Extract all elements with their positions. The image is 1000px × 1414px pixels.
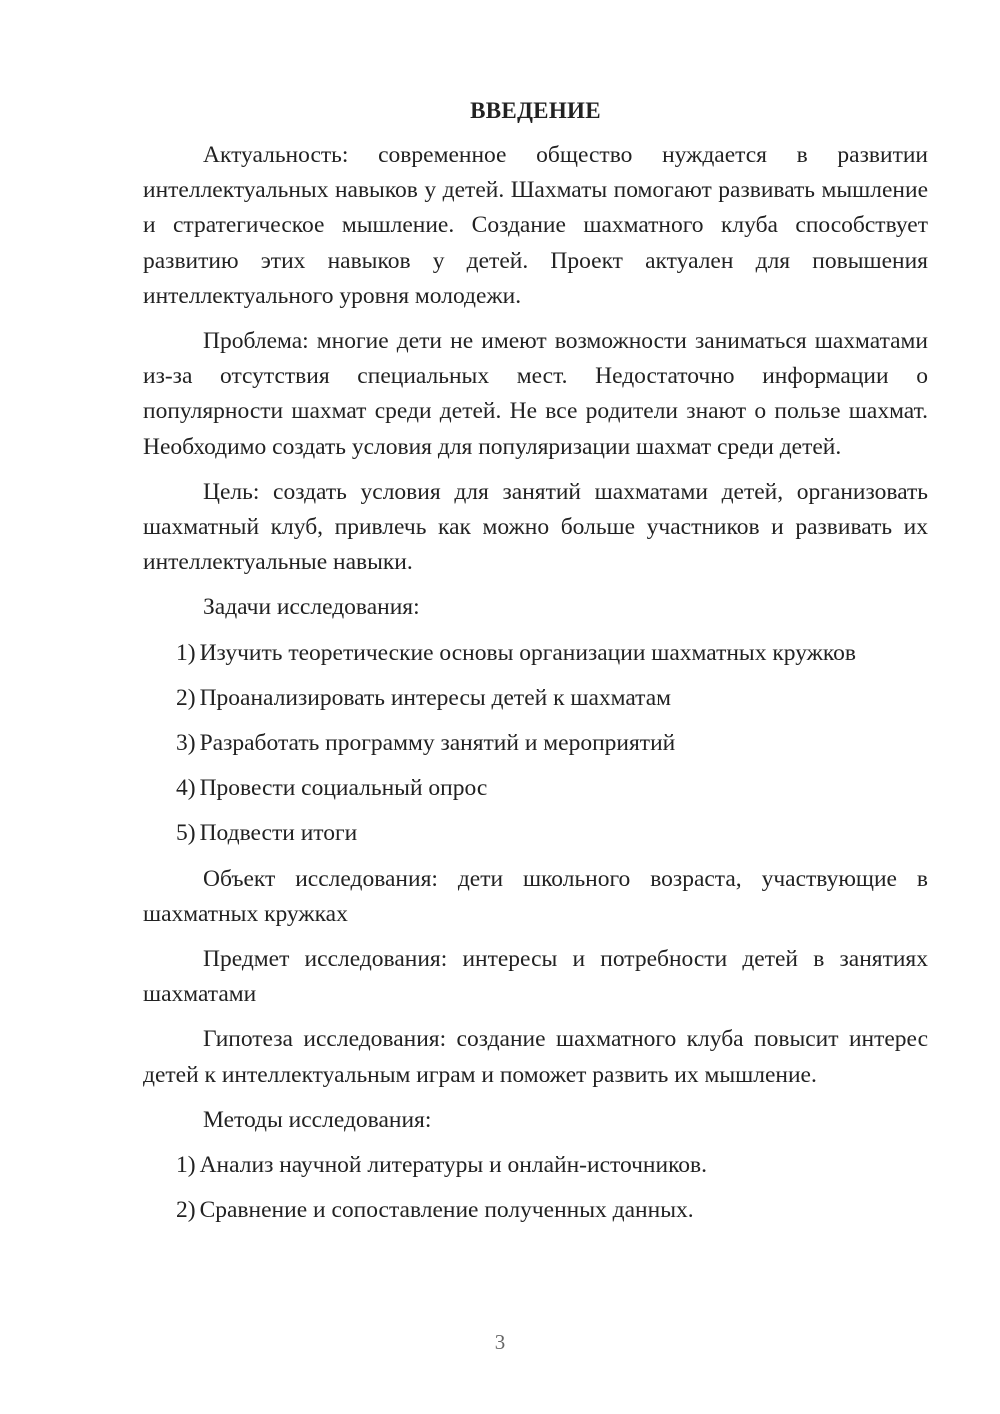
list-item [143, 816, 928, 851]
list-item-number: 4) [176, 775, 196, 802]
document-page [143, 93, 928, 1238]
list-item [143, 771, 928, 806]
problem-paragraph: Проблема: многие дети не имеют возможности заниматься шахматами из-за отсутствия специальных мест. Недостаточно информации о популярности шахмат среди детей. Не все родители знают о пользе шахмат. Необходимо создать условия для популяризации шахмат среди детей. [143, 328, 928, 460]
list-item [143, 1193, 928, 1228]
hypothesis-paragraph: Гипотеза исследования: создание шахматного клуба повысит интерес детей к интеллектуальным играм и поможет развить их мышление. [143, 1026, 928, 1088]
section-title: ВВЕДЕНИЕ [470, 98, 601, 123]
list-item-number: 2) [176, 684, 196, 711]
list-item [143, 681, 928, 716]
tasks-list [143, 636, 928, 852]
object-paragraph: Объект исследования: дети школьного возраста, участвующие в шахматных кружках [143, 865, 928, 927]
methods-list [143, 1148, 928, 1228]
subject-paragraph: Предмет исследования: интересы и потребности детей в занятиях шахматами [143, 946, 928, 1008]
list-item-text: Провести социальный опрос [199, 775, 488, 802]
list-item-text: Изучить теоретические основы организации шахматных кружков [199, 639, 856, 666]
list-item-text: Подвести итоги [199, 820, 358, 847]
tasks-heading: Задачи исследования: [203, 594, 420, 621]
page-number: 3 [494, 1330, 506, 1354]
list-item-number: 1) [176, 1152, 196, 1179]
list-item-text: Сравнение и сопоставление полученных данных. [199, 1197, 694, 1224]
list-item-number: 5) [176, 820, 196, 847]
goal-paragraph: Цель: создать условия для занятий шахматами детей, организовать шахматный клуб, привлечь как можно больше участников и развивать их интеллектуальные навыки. [143, 478, 928, 576]
list-item-text: Анализ научной литературы и онлайн-источников. [199, 1152, 708, 1179]
methods-heading: Методы исследования: [203, 1106, 432, 1133]
list-item-number: 3) [176, 730, 196, 757]
list-item-text: Разработать программу занятий и мероприятий [199, 730, 676, 757]
list-item-number: 2) [176, 1197, 196, 1224]
relevance-paragraph: Актуальность: современное общество нуждается в развитии интеллектуальных навыков у детей. Шахматы помогают развивать мышление и стратегическое мышление. Создание шахматного клуба способствует развитию этих навыков у детей. Проект актуален для повышения интеллектуального уровня молодежи. [143, 142, 928, 309]
list-item [143, 636, 928, 671]
list-item [143, 726, 928, 761]
list-item [143, 1148, 928, 1183]
list-item-number: 1) [176, 639, 196, 666]
list-item-text: Проанализировать интересы детей к шахматам [199, 684, 672, 711]
